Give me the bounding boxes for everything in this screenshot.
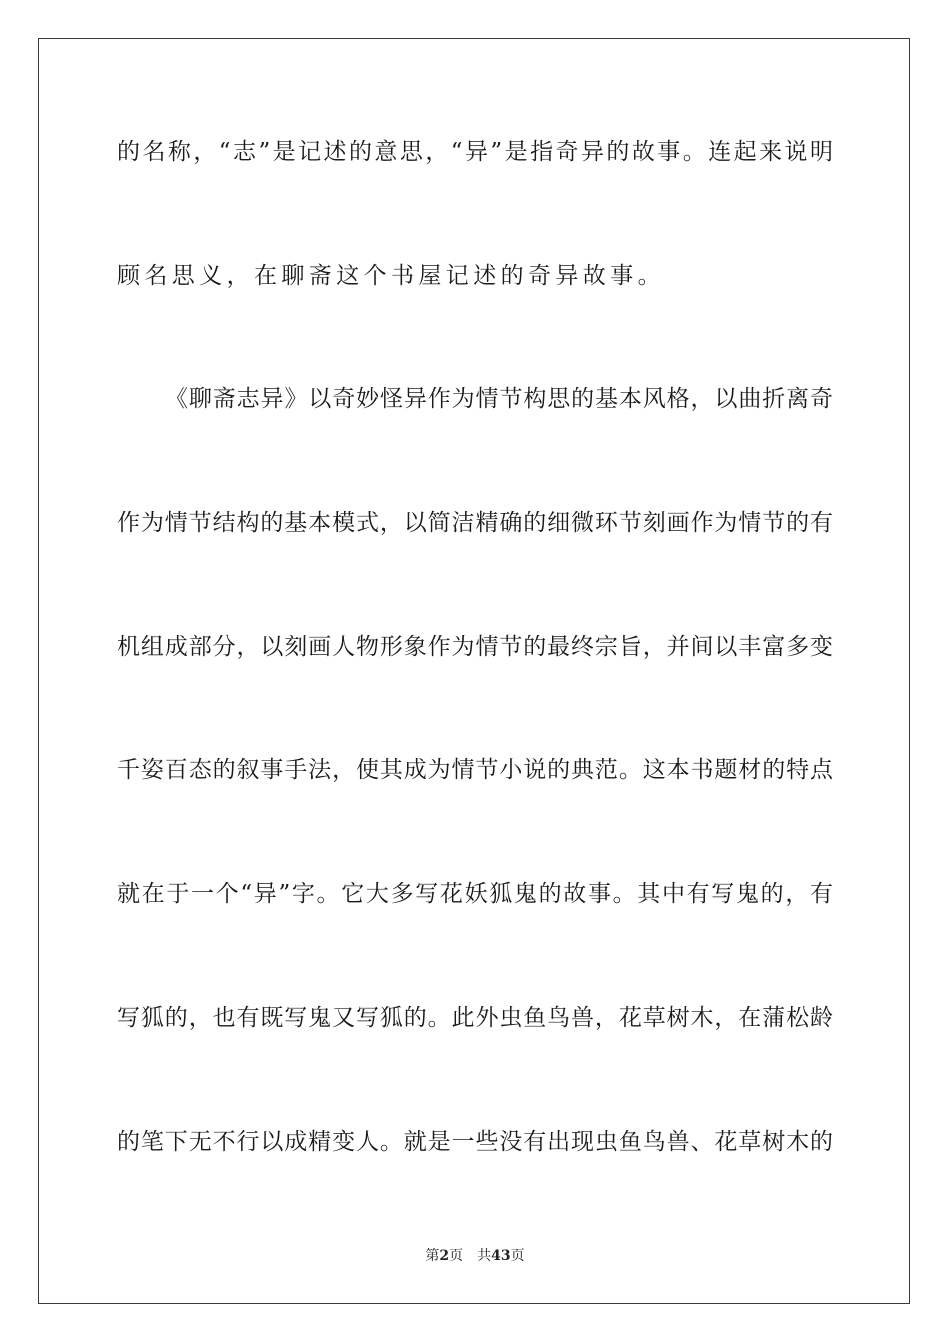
- text-line: 写狐的，也有既写鬼又写狐的。此外虫鱼鸟兽，花草树木，在蒲松龄: [117, 1005, 833, 1031]
- total-prefix: 共: [477, 1248, 492, 1264]
- text-line: 的名称，“志”是记述的意思，“异”是指奇异的故事。连起来说明: [117, 139, 833, 165]
- page-prefix: 第: [425, 1248, 440, 1264]
- paragraph-first-line: 《聊斋志异》以奇妙怪异作为情节构思的基本风格，以曲折离奇: [165, 386, 833, 412]
- page-number: 2: [439, 1248, 450, 1264]
- page-suffix: 页: [449, 1248, 464, 1264]
- text-line: 顾名思义，在聊斋这个书屋记述的奇异故事。: [117, 263, 665, 289]
- text-line: 机组成部分，以刻画人物形象作为情节的最终宗旨，并间以丰富多变: [117, 634, 833, 660]
- page-footer: [0, 1246, 950, 1266]
- text-line: 就在于一个“异”字。它大多写花妖狐鬼的故事。其中有写鬼的，有: [117, 881, 833, 907]
- total-suffix: 页: [510, 1248, 525, 1264]
- page-border: [38, 38, 910, 1304]
- text-line: 作为情节结构的基本模式，以简洁精确的细微环节刻画作为情节的有: [117, 510, 833, 536]
- text-line: 的笔下无不行以成精变人。就是一些没有出现虫鱼鸟兽、花草树木的: [117, 1129, 833, 1155]
- total-pages: 43: [491, 1248, 511, 1264]
- text-line: 千姿百态的叙事手法，使其成为情节小说的典范。这本书题材的特点: [117, 757, 833, 783]
